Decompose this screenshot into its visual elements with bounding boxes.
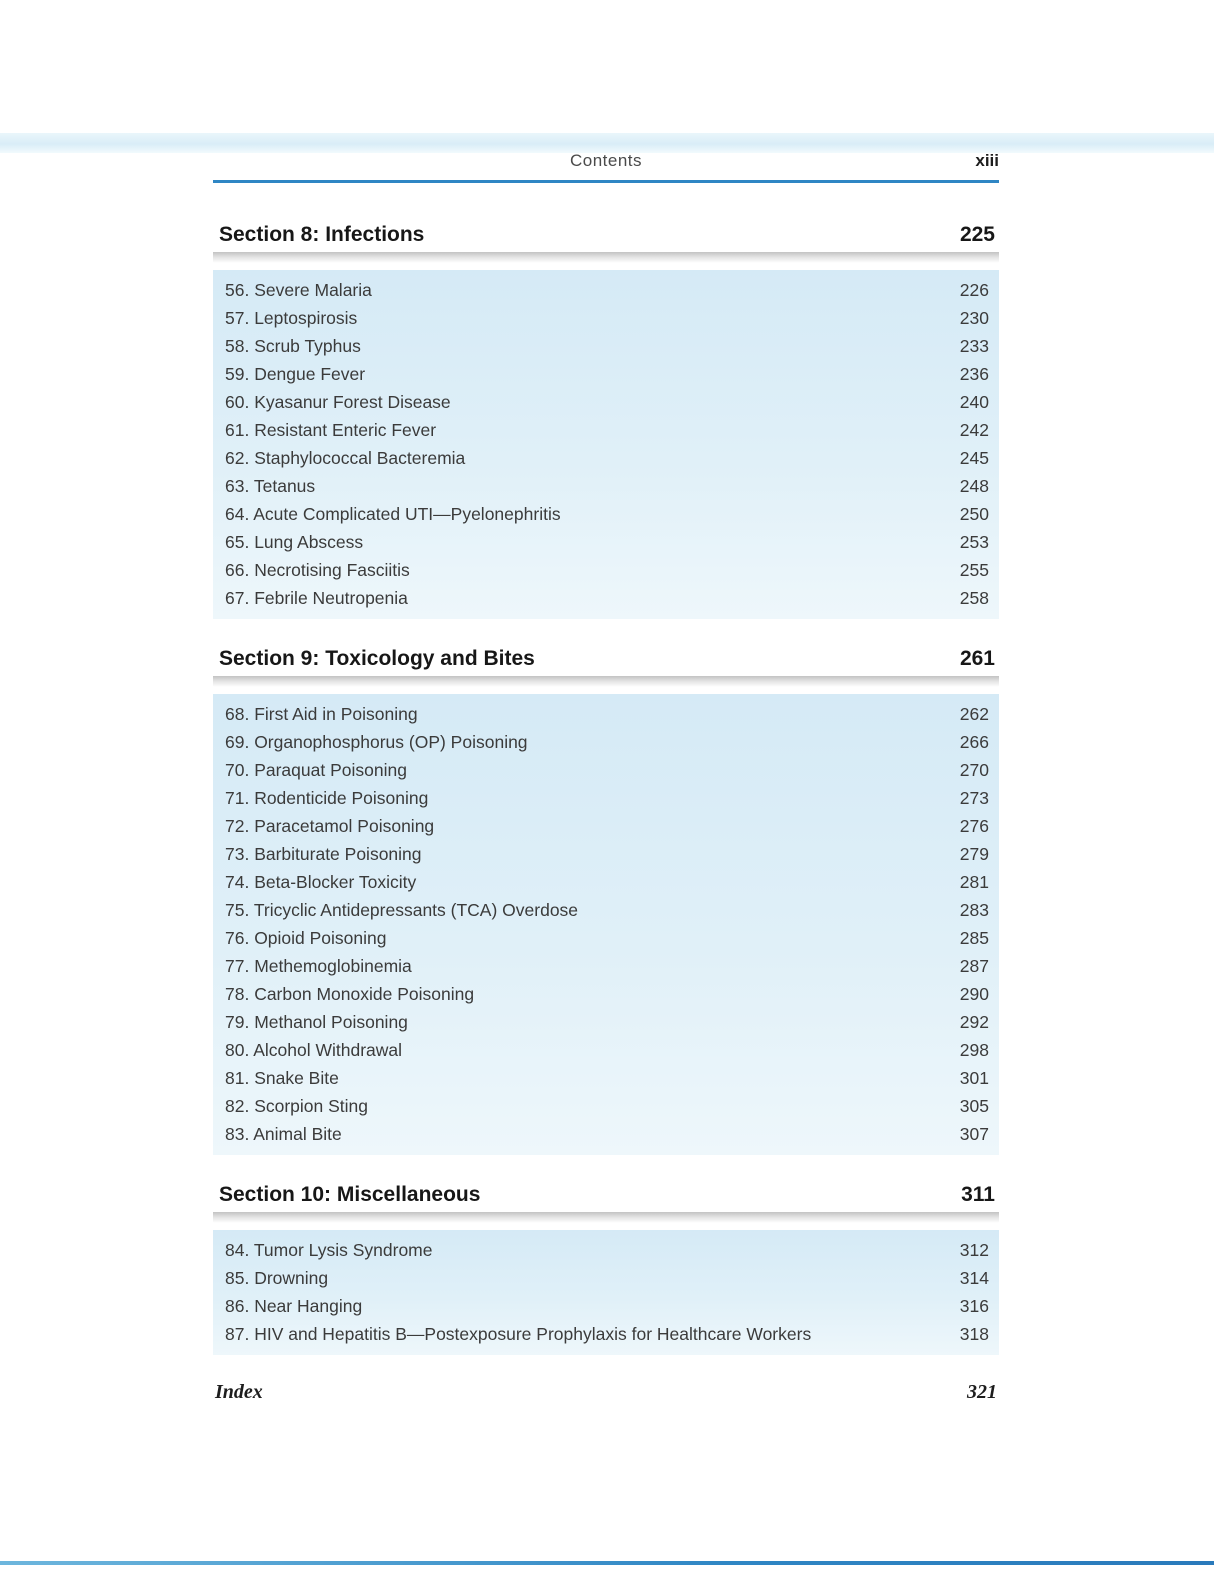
toc-item-row	[213, 812, 999, 840]
toc-item-row	[213, 840, 999, 868]
toc-item-page: 233	[959, 336, 989, 356]
toc-item-page: 226	[959, 280, 989, 300]
toc-item-page: 253	[959, 532, 989, 552]
toc-item-page: 301	[959, 1068, 989, 1088]
toc-item-label: 87. HIV and Hepatitis B—Postexposure Prophylaxis for Healthcare Workers	[225, 1324, 812, 1344]
toc-item-label: 69. Organophosphorus (OP) Poisoning	[225, 732, 528, 752]
toc-item-label: 70. Paraquat Poisoning	[225, 760, 407, 780]
toc-item-page: 312	[959, 1240, 989, 1260]
toc-section	[213, 645, 999, 1155]
toc-item-label: 81. Snake Bite	[225, 1068, 339, 1088]
toc-item-row	[213, 360, 999, 388]
toc-item-page: 250	[959, 504, 989, 524]
section-items	[213, 694, 999, 1155]
section-heading-shadow	[213, 252, 999, 263]
toc-item-page: 281	[959, 872, 989, 892]
toc-item-row	[213, 1008, 999, 1036]
toc-item-row	[213, 1236, 999, 1264]
toc-item-label: 76. Opioid Poisoning	[225, 928, 387, 948]
toc-item-label: 79. Methanol Poisoning	[225, 1012, 408, 1032]
toc-item-row	[213, 784, 999, 812]
toc-item-row	[213, 896, 999, 924]
toc-item-label: 67. Febrile Neutropenia	[225, 588, 408, 608]
contents-title: Contents	[569, 151, 643, 170]
toc-item-label: 57. Leptospirosis	[225, 308, 358, 328]
toc-item-label: 82. Scorpion Sting	[225, 1096, 369, 1116]
toc-item-label: 83. Animal Bite	[225, 1124, 342, 1144]
section-heading	[213, 221, 999, 249]
toc-item-row	[213, 416, 999, 444]
toc-item-label: 75. Tricyclic Antidepressants (TCA) Overdose	[225, 900, 579, 920]
index-page: 321	[967, 1381, 997, 1403]
toc-item-row	[213, 1264, 999, 1292]
section-items	[213, 1230, 999, 1355]
toc-item-label: 72. Paracetamol Poisoning	[225, 816, 435, 836]
toc-item-row	[213, 1292, 999, 1320]
section-title: Section 9: Toxicology and Bites	[219, 647, 535, 670]
bottom-decorative-rule	[0, 1561, 1214, 1565]
toc-item-row	[213, 472, 999, 500]
toc-item-page: 290	[959, 984, 989, 1004]
toc-item-row	[213, 584, 999, 612]
toc-item-row	[213, 444, 999, 472]
toc-item-page: 230	[959, 308, 989, 328]
section-page: 311	[961, 1183, 995, 1206]
toc-item-label: 56. Severe Malaria	[225, 280, 372, 300]
toc-item-row	[213, 868, 999, 896]
toc-item-label: 78. Carbon Monoxide Poisoning	[225, 984, 475, 1004]
toc-item-label: 59. Dengue Fever	[225, 364, 366, 384]
toc-item-label: 64. Acute Complicated UTI—Pyelonephritis	[225, 504, 561, 524]
toc-item-page: 298	[959, 1040, 989, 1060]
toc-item-row	[213, 980, 999, 1008]
toc-item-row	[213, 952, 999, 980]
toc-item-label: 66. Necrotising Fasciitis	[225, 560, 410, 580]
contents-header	[213, 150, 999, 183]
toc-item-page: 240	[959, 392, 989, 412]
toc-item-label: 68. First Aid in Poisoning	[225, 704, 418, 724]
section-title: Section 8: Infections	[219, 223, 425, 246]
section-page: 225	[959, 223, 995, 246]
toc-item-page: 245	[959, 448, 989, 468]
toc-item-row	[213, 388, 999, 416]
toc-item-label: 77. Methemoglobinemia	[225, 956, 412, 976]
toc-item-page: 318	[959, 1324, 989, 1344]
toc-item-label: 85. Drowning	[225, 1268, 329, 1288]
toc-item-page: 276	[959, 816, 989, 836]
sections	[213, 221, 999, 1355]
toc-item-page: 242	[959, 420, 989, 440]
section-heading-shadow	[213, 1212, 999, 1223]
index-row	[213, 1381, 999, 1404]
toc-item-page: 262	[959, 704, 989, 724]
toc-item-page: 255	[959, 560, 989, 580]
toc-item-row	[213, 1120, 999, 1148]
toc-item-page: 305	[959, 1096, 989, 1116]
toc-item-label: 61. Resistant Enteric Fever	[225, 420, 437, 440]
toc-section	[213, 1181, 999, 1355]
toc-item-page: 279	[959, 844, 989, 864]
toc-item-page: 314	[959, 1268, 989, 1288]
toc-item-row	[213, 924, 999, 952]
toc-item-row	[213, 556, 999, 584]
section-page: 261	[959, 647, 995, 670]
toc-item-row	[213, 500, 999, 528]
index-label: Index	[215, 1381, 263, 1403]
folio-page-number: xiii	[975, 151, 999, 170]
toc-section	[213, 221, 999, 619]
toc-item-page: 285	[959, 928, 989, 948]
section-heading-shadow	[213, 676, 999, 687]
toc-item-label: 60. Kyasanur Forest Disease	[225, 392, 451, 412]
toc-item-label: 71. Rodenticide Poisoning	[225, 788, 429, 808]
toc-item-row	[213, 528, 999, 556]
toc-item-page: 273	[959, 788, 989, 808]
toc-item-page: 248	[959, 476, 989, 496]
toc-item-row	[213, 276, 999, 304]
toc-item-label: 65. Lung Abscess	[225, 532, 364, 552]
toc-item-label: 62. Staphylococcal Bacteremia	[225, 448, 466, 468]
section-title: Section 10: Miscellaneous	[219, 1183, 481, 1206]
toc-item-page: 283	[959, 900, 989, 920]
toc-item-row	[213, 1036, 999, 1064]
toc-item-page: 292	[959, 1012, 989, 1032]
toc-item-row	[213, 332, 999, 360]
toc-item-label: 63. Tetanus	[225, 476, 316, 496]
section-heading	[213, 1181, 999, 1209]
toc-item-label: 73. Barbiturate Poisoning	[225, 844, 422, 864]
toc-item-page: 236	[959, 364, 989, 384]
toc-item-row	[213, 1064, 999, 1092]
toc-item-page: 266	[959, 732, 989, 752]
toc-item-label: 74. Beta-Blocker Toxicity	[225, 872, 417, 892]
toc-item-row	[213, 304, 999, 332]
toc-item-page: 287	[959, 956, 989, 976]
toc-item-page: 316	[959, 1296, 989, 1316]
toc-item-row	[213, 756, 999, 784]
toc-item-label: 86. Near Hanging	[225, 1296, 363, 1316]
toc-item-page: 307	[959, 1124, 989, 1144]
toc-item-label: 80. Alcohol Withdrawal	[225, 1040, 403, 1060]
toc-item-row	[213, 1092, 999, 1120]
toc-item-label: 84. Tumor Lysis Syndrome	[225, 1240, 433, 1260]
section-items	[213, 270, 999, 619]
toc-item-row	[213, 728, 999, 756]
toc-item-row	[213, 700, 999, 728]
toc-item-row	[213, 1320, 999, 1348]
page-content	[213, 150, 999, 1404]
toc-item-label: 58. Scrub Typhus	[225, 336, 361, 356]
section-heading	[213, 645, 999, 673]
toc-item-page: 270	[959, 760, 989, 780]
toc-item-page: 258	[959, 588, 989, 608]
